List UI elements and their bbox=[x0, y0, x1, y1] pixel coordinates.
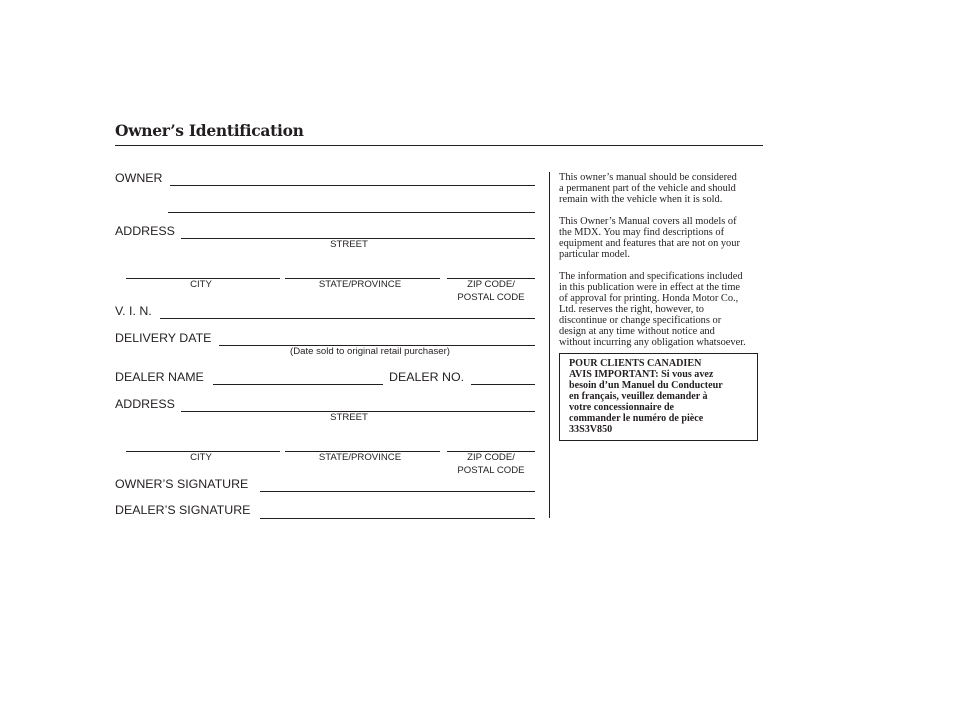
owner-address-label: ADDRESS bbox=[115, 224, 175, 238]
dealer-signature-line[interactable] bbox=[260, 518, 535, 519]
dealer-no-label: DEALER NO. bbox=[389, 370, 465, 384]
owner-zip-caption: ZIP CODE/ bbox=[467, 279, 515, 290]
dealer-city-caption: CITY bbox=[190, 452, 212, 463]
owner-state-caption: STATE/PROVINCE bbox=[318, 279, 402, 290]
dealer-name-label: DEALER NAME bbox=[115, 370, 204, 384]
delivery-date-label: DELIVERY DATE bbox=[115, 331, 212, 345]
owner-postal-caption: POSTAL CODE bbox=[457, 292, 525, 303]
manual-permanence-note: This owner’s manual should be considered a permanent part of the vehicle and should remain with the vehicle when it is sold. bbox=[559, 172, 737, 205]
title-divider bbox=[115, 145, 763, 146]
vin-label: V. I. N. bbox=[115, 304, 152, 318]
page-title: Owner’s Identification bbox=[115, 121, 304, 140]
dealer-street-caption: STREET bbox=[330, 412, 368, 423]
models-coverage-note: This Owner’s Manual covers all models of the MDX. You may find descriptions of equipment and features that are not on your particular model. bbox=[559, 216, 740, 260]
dealer-zip-caption: ZIP CODE/ bbox=[467, 452, 515, 463]
owner-street-caption: STREET bbox=[330, 239, 368, 250]
column-divider bbox=[549, 172, 550, 518]
vin-line[interactable] bbox=[160, 318, 535, 319]
delivery-date-caption: (Date sold to original retail purchaser) bbox=[290, 346, 450, 357]
dealer-address-label: ADDRESS bbox=[115, 397, 175, 411]
dealer-state-caption: STATE/PROVINCE bbox=[318, 452, 402, 463]
owner-name-line-2[interactable] bbox=[168, 212, 535, 213]
dealer-name-line[interactable] bbox=[213, 384, 383, 385]
dealer-signature-label: DEALER’S SIGNATURE bbox=[115, 503, 251, 517]
owner-city-caption: CITY bbox=[190, 279, 212, 290]
owner-name-line[interactable] bbox=[170, 185, 535, 186]
owner-label: OWNER bbox=[115, 171, 163, 185]
dealer-no-line[interactable] bbox=[471, 384, 535, 385]
owner-signature-line[interactable] bbox=[260, 491, 535, 492]
canadian-notice-text: POUR CLIENTS CANADIEN AVIS IMPORTANT: Si vous avez besoin d’un Manuel du Conducteur en français, veuillez demander à votre concessionnaire de commander le numéro de pièce 33S3V850 bbox=[569, 358, 723, 435]
specifications-note: The information and specifications included in this publication were in effect at the time of approval for printing. Honda Motor Co., Ltd. reserves the right, however, to discontinue or change specifications or design at any time without notice and without incurring any obligation whatsoever. bbox=[559, 271, 746, 348]
owner-signature-label: OWNER’S SIGNATURE bbox=[115, 477, 249, 491]
dealer-postal-caption: POSTAL CODE bbox=[457, 465, 525, 476]
